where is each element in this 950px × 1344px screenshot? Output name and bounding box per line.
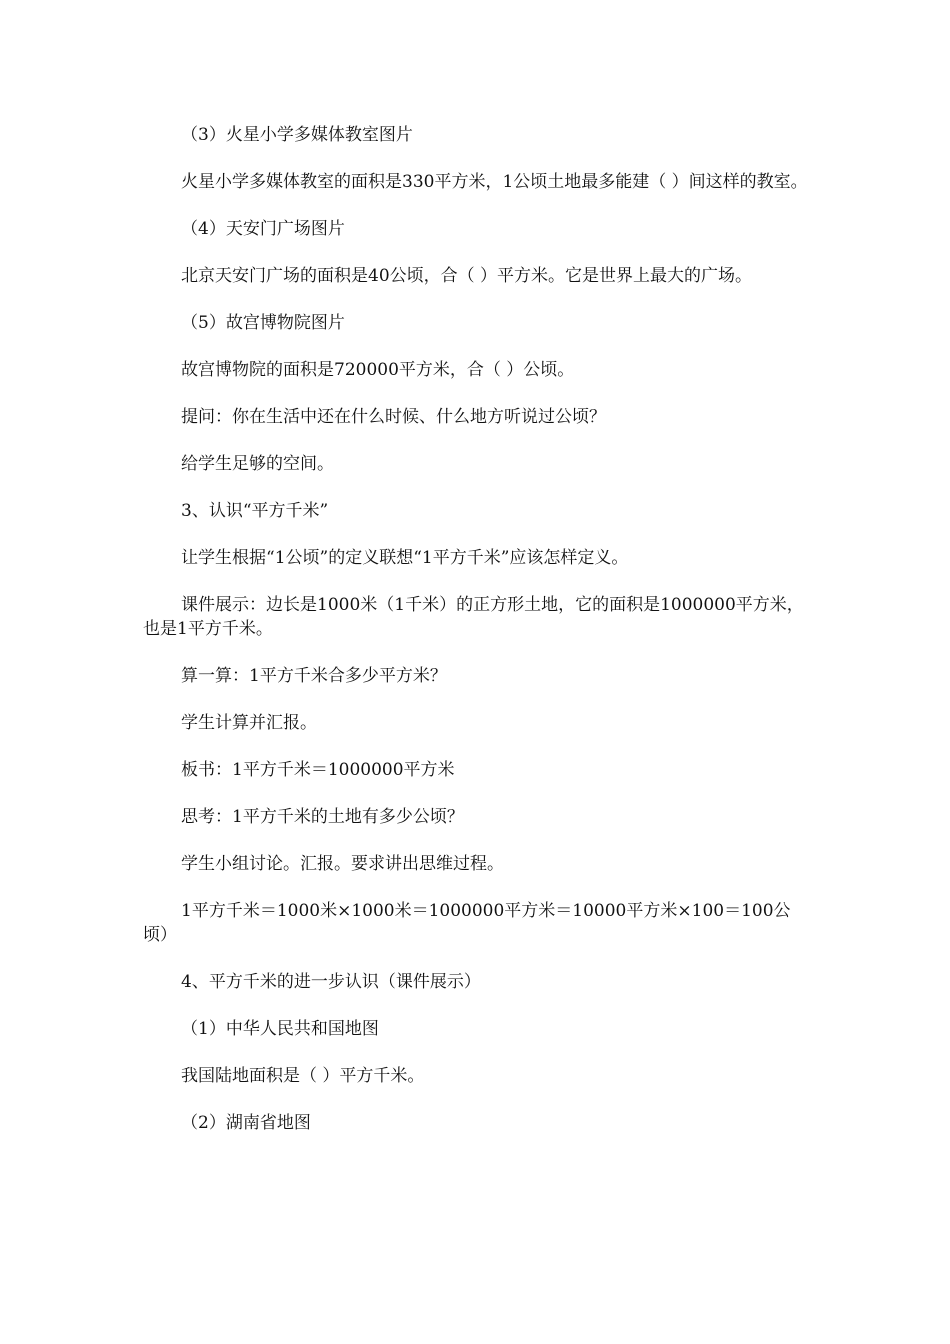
- subheading-mars-school: （3）火星小学多媒体教室图片: [181, 125, 413, 145]
- paragraph-students-report: 学生计算并汇报。: [181, 713, 317, 733]
- subheading-china-map: （1）中华人民共和国地图: [181, 1019, 379, 1039]
- paragraph-mars-classroom: 火星小学多媒体教室的面积是330平方米，1公顷土地最多能建（ ）间这样的教室。: [181, 172, 808, 192]
- section-heading-further: 4、平方千米的进一步认识（课件展示）: [181, 972, 481, 992]
- paragraph-conversion: 1平方千米＝1000米×1000米＝1000000平方米＝10000平方米×100＝100公顷）: [143, 901, 791, 945]
- paragraph-give-space: 给学生足够的空间。: [181, 454, 334, 474]
- paragraph-china-area: 我国陆地面积是（ ）平方千米。: [181, 1066, 425, 1086]
- subheading-tiananmen: （4）天安门广场图片: [181, 219, 345, 239]
- paragraph-define-square-km: 让学生根据“1公顷”的定义联想“1平方千米”应该怎样定义。: [181, 548, 629, 568]
- paragraph-board-writing: 板书：1平方千米＝1000000平方米: [181, 760, 455, 780]
- paragraph-group-discussion: 学生小组讨论。汇报。要求讲出思维过程。: [181, 854, 504, 874]
- paragraph-courseware-demo: 课件展示：边长是1000米（1千米）的正方形土地，它的面积是1000000平方米，也是1平方千米。: [143, 595, 804, 639]
- section-heading-square-km: 3、认识“平方千米”: [181, 501, 329, 521]
- paragraph-tiananmen-area: 北京天安门广场的面积是40公顷，合（ ）平方米。它是世界上最大的广场。: [181, 266, 753, 286]
- paragraph-calculate: 算一算：1平方千米合多少平方米？: [181, 666, 447, 686]
- subheading-palace-museum: （5）故宫博物院图片: [181, 313, 345, 333]
- document-body: [143, 123, 809, 1158]
- paragraph-question-hectare: 提问：你在生活中还在什么时候、什么地方听说过公顷？: [181, 407, 606, 427]
- paragraph-think: 思考：1平方千米的土地有多少公顷？: [181, 807, 464, 827]
- paragraph-palace-area: 故宫博物院的面积是720000平方米，合（ ）公顷。: [181, 360, 575, 380]
- subheading-hunan-map: （2）湖南省地图: [181, 1113, 311, 1133]
